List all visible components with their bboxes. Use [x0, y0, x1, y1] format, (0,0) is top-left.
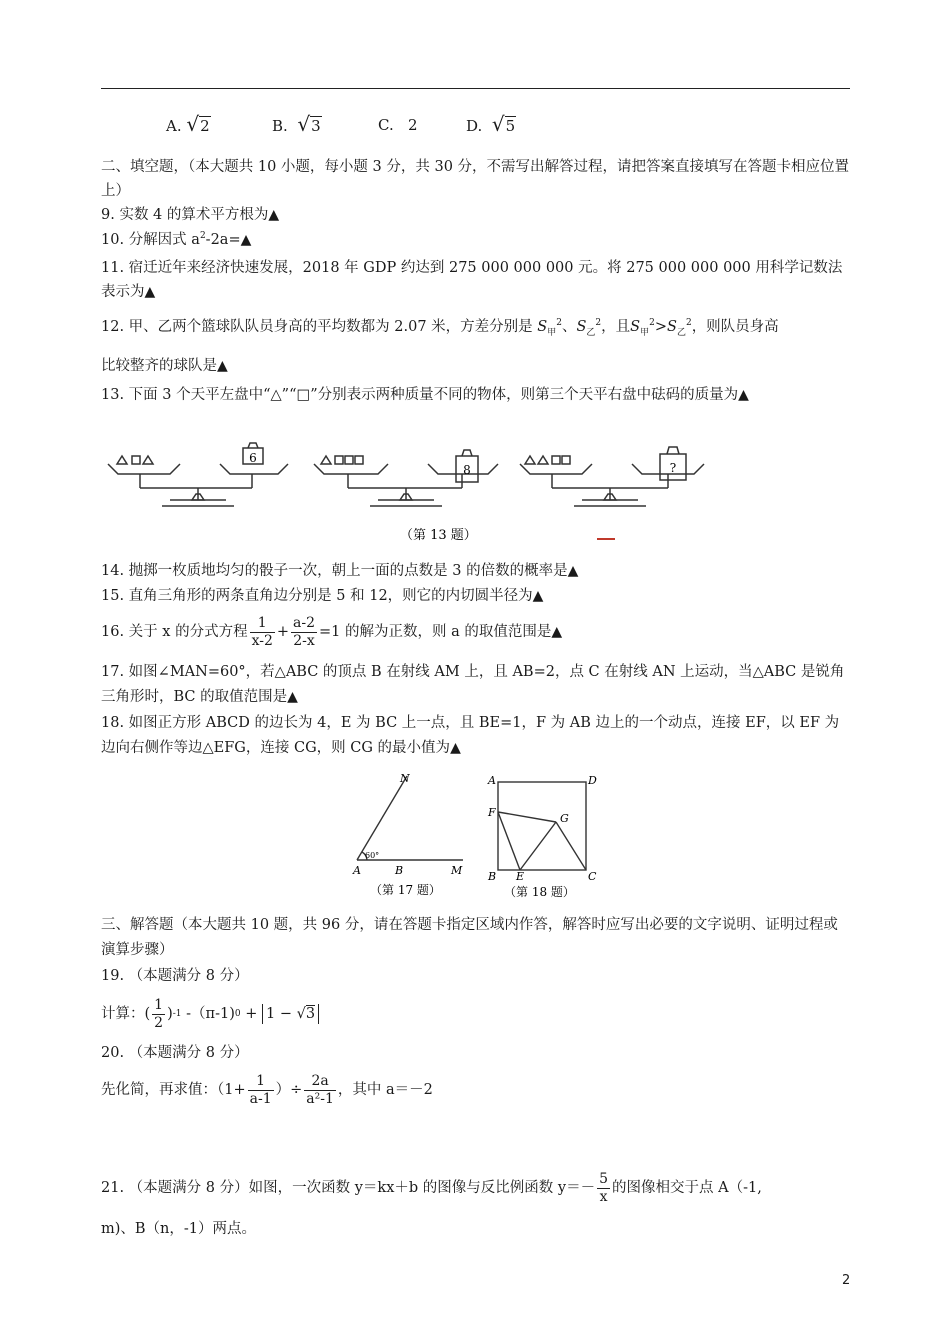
ray-an: [357, 776, 407, 860]
fraction-20-1: $\frac{1}{a-1}$: [249, 1072, 272, 1107]
options-row: [166, 112, 516, 136]
weight-2-label: 8: [463, 463, 471, 477]
question-18: 18. 如图正方形 ABCD 的边长为 4，E 为 BC 上一点，且 BE=1，F 为 AB 边上的一个动点，连接 EF，以 EF 为边向右侧作等边△EFG，连接 CG，则 CG 的最小值为▲: [101, 715, 840, 756]
balance-2: [314, 450, 498, 506]
question-9: 9. 实数 4 的算术平方根为▲: [101, 207, 280, 223]
square-abcd: [498, 782, 586, 870]
question-21-line2: m)、B（n，-1）两点。: [101, 1221, 257, 1237]
section3-heading: 三、解答题（本大题共 10 题，共 96 分，请在答题卡指定区域内作答，解答时应写出必要的文字说明、证明过程或演算步骤）: [101, 917, 838, 958]
question-19-expression: 计算： ( $\frac{1}{2}$ ) -1 -（π-1) 0 + 1 − √3: [101, 992, 319, 1036]
fig13-caption: （第 13 题）: [400, 528, 477, 543]
question-14: 14. 抛掷一枚质地均匀的骰子一次，朝上一面的点数是 3 的倍数的概率是▲: [101, 563, 579, 579]
segment-fg: [498, 812, 556, 822]
question-21: 21. （本题满分 8 分）如图，一次函数 y＝kx＋b 的图像与反比例函数 y＝－ $\frac{5}{x}$ 的图像相交于点 A（-1,: [101, 1170, 762, 1205]
question-12: 12. 甲、乙两个篮球队队员身高的平均数都为 2.07 米，方差分别是 $S_甲^2$、$S_乙^2$，且$S_甲^2>S_乙^2$，则队员身高: [101, 318, 779, 338]
question-19-title: 19. （本题满分 8 分）: [101, 968, 249, 984]
fig18-caption: （第 18 题）: [504, 885, 575, 899]
fraction-19: $\frac{1}{2}$: [154, 996, 164, 1031]
question-20-title: 20. （本题满分 8 分）: [101, 1045, 249, 1061]
fraction-16-2: $\frac{a-2}{2-x}$: [293, 614, 316, 649]
option-b: B. √3: [272, 112, 321, 136]
option-c: C. 2: [378, 116, 418, 134]
balance-3: [520, 447, 704, 506]
page-number: 2: [842, 1273, 851, 1288]
label-a: A: [488, 774, 496, 787]
figure-18: [484, 772, 604, 902]
fraction-21: $\frac{5}{x}$: [599, 1170, 608, 1205]
fraction-20-2: $\frac{2a}{\text{a²-1}}$: [306, 1072, 334, 1107]
label-c: C: [588, 870, 597, 883]
label-f: F: [488, 806, 496, 819]
question-12-line2: 比较整齐的球队是▲: [101, 358, 228, 374]
segment-eg: [520, 822, 556, 870]
question-10: 10. 分解因式 $a^2-2a=▲$: [101, 231, 252, 248]
option-a: A. √2: [166, 112, 210, 136]
label-a: A: [353, 864, 361, 877]
label-m: M: [451, 864, 463, 877]
weight-3-label: ?: [669, 461, 677, 475]
label-e: E: [516, 870, 525, 883]
label-g: G: [560, 812, 569, 825]
segment-gc: [556, 822, 586, 870]
figure-17: [345, 770, 475, 902]
fraction-16-1: $\frac{1}{x-2}$: [251, 614, 273, 649]
segment-fe: [498, 812, 520, 870]
label-n: N: [400, 772, 410, 785]
label-d: D: [588, 774, 597, 787]
question-20-expression: 先化简，再求值：（1+ $\frac{1}{a-1}$ ）÷ $\frac{2a}{\text{a²-1}}$ ，其中 a＝－2: [101, 1072, 433, 1107]
figure-13: [100, 438, 730, 553]
option-d: D. √5: [466, 112, 516, 136]
balance-1: [108, 443, 288, 506]
fig17-caption: （第 17 题）: [370, 883, 441, 897]
question-11: 11. 宿迁近年来经济快速发展，2018 年 GDP 约达到 275 000 000 000 元。将 275 000 000 000 用科学记数法表示为▲: [101, 260, 843, 300]
header-rule: [101, 88, 850, 89]
question-13: 13. 下面 3 个天平左盘中“△”“□”分别表示两种质量不同的物体，则第三个天平右盘中砝码的质量为▲: [101, 387, 749, 403]
question-17: 17. 如图∠MAN=60°，若△ABC 的顶点 B 在射线 AM 上，且 AB=2，点 C 在射线 AN 上运动，当△ABC 是锐角三角形时，BC 的取值范围是▲: [101, 664, 845, 705]
label-b: B: [488, 870, 497, 883]
question-15: 15. 直角三角形的两条直角边分别是 5 和 12，则它的内切圆半径为▲: [101, 588, 544, 604]
weight-1-label: 6: [249, 451, 257, 465]
section2-heading: 二、填空题，（本大题共 10 小题，每小题 3 分，共 30 分，不需写出解答过程，请把答案直接填写在答题卡相应位置上）: [101, 159, 850, 199]
angle-label: 60°: [365, 851, 380, 860]
label-b: B: [395, 864, 404, 877]
question-16: 16. 关于 x 的分式方程 $\frac{1}{x-2}$ + $\frac{a-2}{2-x}$ =1 的解为正数，则 a 的取值范围是 ▲: [101, 614, 563, 649]
